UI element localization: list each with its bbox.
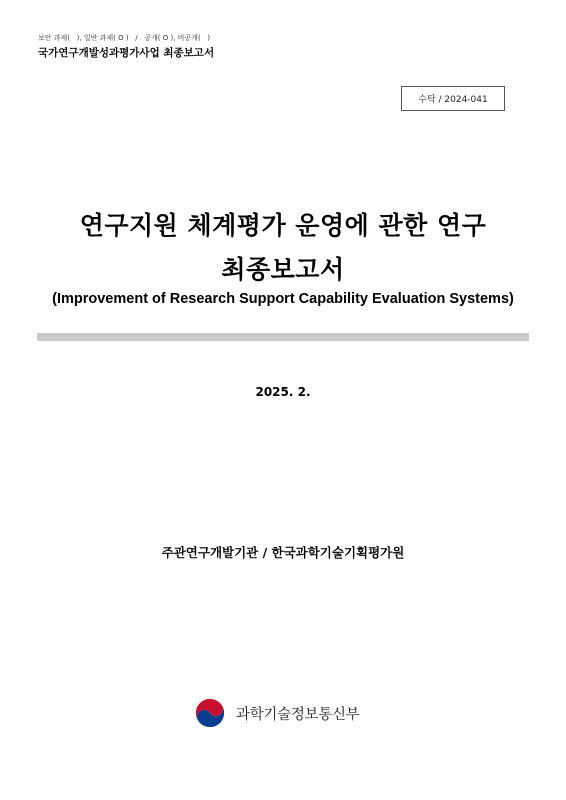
contract-number: 수탁 / 2024-041 bbox=[418, 95, 488, 105]
ministry-name: 과학기술정보통신부 bbox=[236, 706, 360, 723]
ministry-logo bbox=[192, 693, 359, 733]
report-title-line2: 최종보고서 bbox=[221, 255, 345, 284]
report-title-english: (Improvement of Research Support Capability Evaluation Systems) bbox=[52, 291, 514, 307]
lead-organization: 주관연구개발기관 / 한국과학기술기획평가원 bbox=[161, 545, 405, 560]
security-classification: 보안 과제( ), 일반 과제( O ) / 공개( O ), 비공개( ) bbox=[38, 34, 211, 42]
contract-number-box bbox=[401, 86, 505, 111]
title-divider bbox=[37, 333, 529, 341]
program-name: 국가연구개발성과평가사업 최종보고서 bbox=[38, 47, 215, 59]
report-date: 2025. 2. bbox=[255, 385, 311, 399]
report-title-line1: 연구지원 체계평가 운영에 관한 연구 bbox=[79, 211, 487, 240]
taegeuk-emblem-icon bbox=[192, 695, 228, 731]
